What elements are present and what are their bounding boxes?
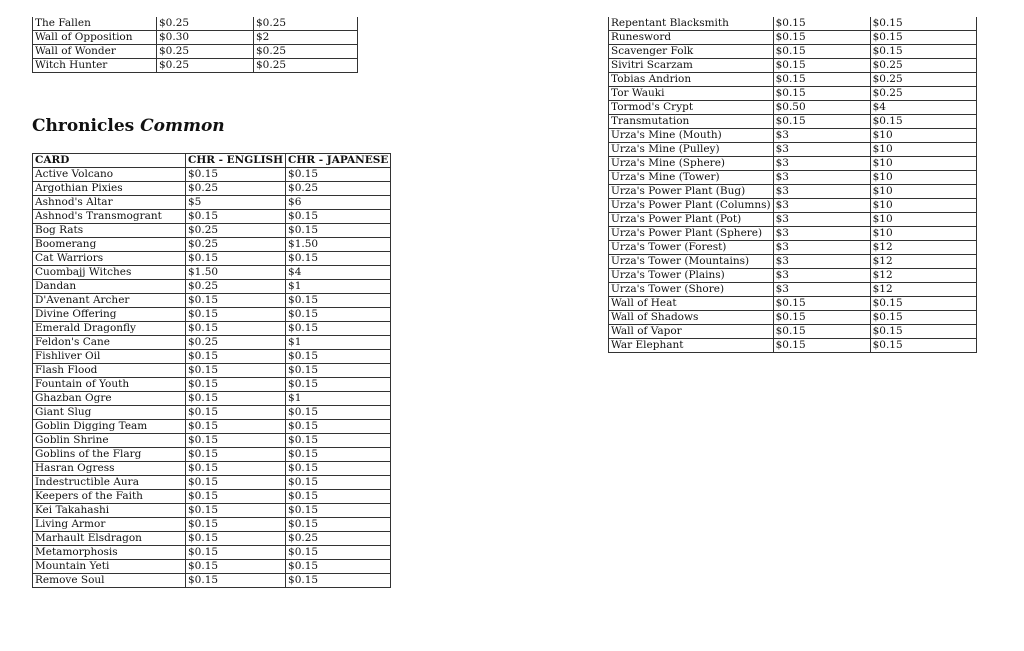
japanese-price-cell: $0.15 (870, 325, 976, 339)
card-name-cell: Urza's Tower (Plains) (609, 269, 774, 283)
table-row (609, 171, 977, 185)
english-price-cell: $0.15 (186, 490, 286, 504)
table-row (33, 476, 391, 490)
card-name-cell: Keepers of the Faith (33, 490, 186, 504)
japanese-price-cell: $0.15 (286, 420, 391, 434)
section-title (32, 115, 225, 137)
english-price-cell: $0.15 (186, 364, 286, 378)
english-price-cell: $0.15 (186, 420, 286, 434)
english-price-cell: $0.25 (186, 238, 286, 252)
table-row (33, 420, 391, 434)
english-price-cell: $5 (186, 196, 286, 210)
table-row (33, 462, 391, 476)
card-name-cell: Dandan (33, 280, 186, 294)
card-name-cell: Kei Takahashi (33, 504, 186, 518)
table-row (609, 325, 977, 339)
japanese-price-cell: $1 (286, 336, 391, 350)
card-name-cell: Tormod's Crypt (609, 101, 774, 115)
japanese-price-cell: $0.15 (286, 224, 391, 238)
card-name-cell: Witch Hunter (33, 59, 157, 73)
card-name-cell: Mountain Yeti (33, 560, 186, 574)
card-name-cell: Ashnod's Transmogrant (33, 210, 186, 224)
table-row (33, 518, 391, 532)
english-price-cell: $0.15 (773, 87, 870, 101)
english-price-cell: $0.15 (186, 350, 286, 364)
japanese-price-cell: $0.15 (286, 546, 391, 560)
japanese-price-cell: $4 (870, 101, 976, 115)
english-price-cell: $0.15 (186, 406, 286, 420)
top-left-price-table (32, 17, 358, 73)
english-price-cell: $0.25 (186, 336, 286, 350)
table-row (609, 115, 977, 129)
card-name-cell: Wall of Heat (609, 297, 774, 311)
table-row (33, 294, 391, 308)
japanese-price-cell: $0.25 (870, 73, 976, 87)
english-price-cell: $3 (773, 269, 870, 283)
card-name-cell: Metamorphosis (33, 546, 186, 560)
table-row (33, 280, 391, 294)
card-name-cell: Wall of Opposition (33, 31, 157, 45)
english-price-cell: $0.15 (773, 59, 870, 73)
card-name-cell: Indestructible Aura (33, 476, 186, 490)
table-row (33, 336, 391, 350)
table-row (33, 238, 391, 252)
japanese-price-cell: $0.15 (286, 476, 391, 490)
card-name-cell: Flash Flood (33, 364, 186, 378)
japanese-price-cell: $0.15 (870, 339, 976, 353)
table-row (33, 448, 391, 462)
card-name-cell: The Fallen (33, 17, 157, 31)
table-row (33, 574, 391, 588)
japanese-price-cell: $1.50 (286, 238, 391, 252)
card-name-cell: Living Armor (33, 518, 186, 532)
table-row (609, 199, 977, 213)
top-left-table-body (33, 17, 358, 73)
english-price-cell: $0.15 (186, 462, 286, 476)
japanese-price-cell: $0.15 (286, 504, 391, 518)
table-row (33, 210, 391, 224)
card-name-cell: D'Avenant Archer (33, 294, 186, 308)
japanese-price-cell: $10 (870, 185, 976, 199)
english-price-cell: $0.15 (186, 378, 286, 392)
table-row (33, 504, 391, 518)
card-name-cell: Urza's Mine (Pulley) (609, 143, 774, 157)
english-price-cell: $0.15 (186, 560, 286, 574)
table-row (33, 392, 391, 406)
japanese-price-cell: $0.25 (286, 182, 391, 196)
table-row (609, 241, 977, 255)
japanese-price-cell: $12 (870, 283, 976, 297)
english-price-cell: $3 (773, 241, 870, 255)
table-row (33, 182, 391, 196)
table-row (33, 196, 391, 210)
english-price-cell: $0.15 (773, 31, 870, 45)
japanese-price-cell: $12 (870, 241, 976, 255)
card-name-cell: Goblins of the Flarg (33, 448, 186, 462)
table-row (33, 31, 358, 45)
card-name-cell: Argothian Pixies (33, 182, 186, 196)
english-price-cell: $0.15 (186, 322, 286, 336)
japanese-price-cell: $0.15 (286, 168, 391, 182)
japanese-price-cell: $0.15 (870, 17, 976, 31)
card-name-cell: Repentant Blacksmith (609, 17, 774, 31)
japanese-price-cell: $0.15 (286, 364, 391, 378)
table-row (609, 311, 977, 325)
table-row (33, 224, 391, 238)
english-price-cell: $3 (773, 213, 870, 227)
table-row (33, 546, 391, 560)
japanese-price-cell: $0.25 (870, 87, 976, 101)
chronicles-common-price-table (32, 153, 391, 588)
japanese-price-cell: $0.15 (286, 252, 391, 266)
section-title-plain: Chronicles (32, 116, 141, 136)
english-price-cell: $0.15 (773, 297, 870, 311)
card-name-cell: Urza's Power Plant (Bug) (609, 185, 774, 199)
english-price-cell: $0.25 (157, 59, 254, 73)
japanese-price-cell: $10 (870, 129, 976, 143)
english-price-cell: $0.15 (186, 546, 286, 560)
japanese-price-cell: $12 (870, 255, 976, 269)
english-price-cell: $0.15 (773, 311, 870, 325)
card-name-cell: Urza's Tower (Shore) (609, 283, 774, 297)
card-name-cell: Wall of Shadows (609, 311, 774, 325)
english-price-cell: $3 (773, 171, 870, 185)
japanese-price-cell: $0.15 (870, 297, 976, 311)
table-row (609, 59, 977, 73)
english-price-cell: $3 (773, 185, 870, 199)
japanese-price-cell: $0.25 (286, 532, 391, 546)
english-price-cell: $3 (773, 143, 870, 157)
table-row (609, 227, 977, 241)
japanese-price-cell: $0.15 (286, 350, 391, 364)
card-name-cell: Remove Soul (33, 574, 186, 588)
table-row (609, 297, 977, 311)
card-name-cell: Runesword (609, 31, 774, 45)
english-price-cell: $3 (773, 129, 870, 143)
table-row (33, 378, 391, 392)
japanese-price-cell: $0.15 (286, 462, 391, 476)
japanese-price-cell: $10 (870, 199, 976, 213)
card-name-cell: Ghazban Ogre (33, 392, 186, 406)
chr-table-body (33, 168, 391, 588)
japanese-price-cell: $4 (286, 266, 391, 280)
japanese-price-cell: $0.25 (254, 59, 358, 73)
japanese-price-cell: $0.25 (870, 59, 976, 73)
card-name-cell: Feldon's Cane (33, 336, 186, 350)
english-price-cell: $3 (773, 227, 870, 241)
table-row (33, 350, 391, 364)
card-name-cell: Wall of Vapor (609, 325, 774, 339)
english-price-cell: $0.15 (773, 45, 870, 59)
japanese-price-cell: $0.15 (286, 308, 391, 322)
card-name-cell: Cuombajj Witches (33, 266, 186, 280)
english-price-cell: $0.15 (773, 339, 870, 353)
card-name-cell: Cat Warriors (33, 252, 186, 266)
right-price-table (608, 17, 977, 353)
english-price-cell: $3 (773, 283, 870, 297)
japanese-price-cell: $0.15 (286, 448, 391, 462)
japanese-price-cell: $0.25 (254, 17, 358, 31)
japanese-price-cell: $10 (870, 227, 976, 241)
card-name-cell: Ashnod's Altar (33, 196, 186, 210)
card-name-cell: Wall of Wonder (33, 45, 157, 59)
english-price-cell: $0.15 (186, 434, 286, 448)
card-name-cell: Urza's Mine (Sphere) (609, 157, 774, 171)
japanese-price-cell: $10 (870, 171, 976, 185)
english-price-cell: $0.15 (186, 210, 286, 224)
japanese-price-cell: $0.15 (286, 518, 391, 532)
english-price-cell: $0.15 (186, 504, 286, 518)
english-price-cell: $3 (773, 199, 870, 213)
english-price-cell: $0.15 (773, 17, 870, 31)
card-name-cell: Bog Rats (33, 224, 186, 238)
english-price-cell: $0.25 (157, 45, 254, 59)
japanese-price-cell: $0.15 (286, 294, 391, 308)
table-row (33, 532, 391, 546)
table-row (33, 406, 391, 420)
japanese-price-cell: $0.15 (286, 574, 391, 588)
card-name-cell: Urza's Tower (Mountains) (609, 255, 774, 269)
japanese-price-cell: $0.15 (286, 322, 391, 336)
japanese-price-cell: $2 (254, 31, 358, 45)
card-name-cell: Tor Wauki (609, 87, 774, 101)
table-row (33, 322, 391, 336)
section-title-italic: Common (140, 116, 225, 136)
japanese-price-cell: $0.15 (286, 434, 391, 448)
card-name-cell: Urza's Power Plant (Pot) (609, 213, 774, 227)
english-price-cell: $1.50 (186, 266, 286, 280)
english-price-cell: $0.25 (186, 280, 286, 294)
english-price-cell: $0.15 (773, 115, 870, 129)
card-name-cell: Urza's Power Plant (Sphere) (609, 227, 774, 241)
table-row (609, 269, 977, 283)
card-name-cell: Active Volcano (33, 168, 186, 182)
table-row (33, 45, 358, 59)
table-row (33, 59, 358, 73)
card-name-cell: Fishliver Oil (33, 350, 186, 364)
table-row (609, 283, 977, 297)
english-price-cell: $0.15 (186, 252, 286, 266)
card-name-cell: Goblin Digging Team (33, 420, 186, 434)
japanese-price-cell: $0.15 (870, 45, 976, 59)
english-price-cell: $0.15 (186, 392, 286, 406)
table-row (33, 252, 391, 266)
english-price-cell: $0.15 (773, 325, 870, 339)
table-header-row (33, 154, 391, 168)
card-name-cell: Urza's Mine (Mouth) (609, 129, 774, 143)
table-row (33, 266, 391, 280)
english-price-cell: $0.50 (773, 101, 870, 115)
table-row (609, 213, 977, 227)
card-name-cell: Fountain of Youth (33, 378, 186, 392)
table-row (609, 31, 977, 45)
english-price-cell: $3 (773, 157, 870, 171)
japanese-price-cell: $0.15 (870, 115, 976, 129)
english-price-cell: $0.15 (186, 308, 286, 322)
table-row (609, 185, 977, 199)
table-row (609, 45, 977, 59)
english-price-cell: $0.15 (186, 574, 286, 588)
right-table-body (609, 17, 977, 353)
card-name-cell: Urza's Power Plant (Columns) (609, 199, 774, 213)
table-row (609, 143, 977, 157)
japanese-price-cell: $12 (870, 269, 976, 283)
table-row (609, 101, 977, 115)
english-price-cell: $0.25 (186, 224, 286, 238)
japanese-price-cell: $10 (870, 157, 976, 171)
table-row (609, 339, 977, 353)
table-row (609, 157, 977, 171)
japanese-price-cell: $0.15 (870, 311, 976, 325)
table-row (33, 168, 391, 182)
japanese-price-cell: $10 (870, 143, 976, 157)
card-name-cell: Scavenger Folk (609, 45, 774, 59)
card-name-cell: War Elephant (609, 339, 774, 353)
column-header-chr-english: CHR - ENGLISH (186, 154, 286, 168)
japanese-price-cell: $0.15 (286, 210, 391, 224)
english-price-cell: $0.30 (157, 31, 254, 45)
english-price-cell: $0.15 (186, 168, 286, 182)
card-name-cell: Marhault Elsdragon (33, 532, 186, 546)
table-row (609, 255, 977, 269)
card-name-cell: Divine Offering (33, 308, 186, 322)
table-row (609, 17, 977, 31)
japanese-price-cell: $0.15 (286, 378, 391, 392)
card-name-cell: Giant Slug (33, 406, 186, 420)
english-price-cell: $0.25 (186, 182, 286, 196)
table-row (33, 364, 391, 378)
table-row (33, 490, 391, 504)
english-price-cell: $0.15 (773, 73, 870, 87)
japanese-price-cell: $1 (286, 392, 391, 406)
english-price-cell: $0.15 (186, 532, 286, 546)
table-row (33, 17, 358, 31)
english-price-cell: $3 (773, 255, 870, 269)
card-name-cell: Goblin Shrine (33, 434, 186, 448)
table-row (609, 129, 977, 143)
table-row (33, 560, 391, 574)
table-row (609, 87, 977, 101)
table-row (33, 308, 391, 322)
card-name-cell: Urza's Tower (Forest) (609, 241, 774, 255)
card-name-cell: Hasran Ogress (33, 462, 186, 476)
japanese-price-cell: $0.15 (870, 31, 976, 45)
english-price-cell: $0.15 (186, 518, 286, 532)
english-price-cell: $0.15 (186, 294, 286, 308)
english-price-cell: $0.25 (157, 17, 254, 31)
card-name-cell: Tobias Andrion (609, 73, 774, 87)
card-name-cell: Sivitri Scarzam (609, 59, 774, 73)
english-price-cell: $0.15 (186, 476, 286, 490)
japanese-price-cell: $0.15 (286, 406, 391, 420)
english-price-cell: $0.15 (186, 448, 286, 462)
table-row (33, 434, 391, 448)
japanese-price-cell: $6 (286, 196, 391, 210)
card-name-cell: Boomerang (33, 238, 186, 252)
card-name-cell: Urza's Mine (Tower) (609, 171, 774, 185)
japanese-price-cell: $1 (286, 280, 391, 294)
japanese-price-cell: $0.15 (286, 560, 391, 574)
card-name-cell: Transmutation (609, 115, 774, 129)
card-name-cell: Emerald Dragonfly (33, 322, 186, 336)
table-row (609, 73, 977, 87)
japanese-price-cell: $10 (870, 213, 976, 227)
column-header-chr-japanese: CHR - JAPANESE (286, 154, 391, 168)
japanese-price-cell: $0.25 (254, 45, 358, 59)
column-header-card: CARD (33, 154, 186, 168)
japanese-price-cell: $0.15 (286, 490, 391, 504)
